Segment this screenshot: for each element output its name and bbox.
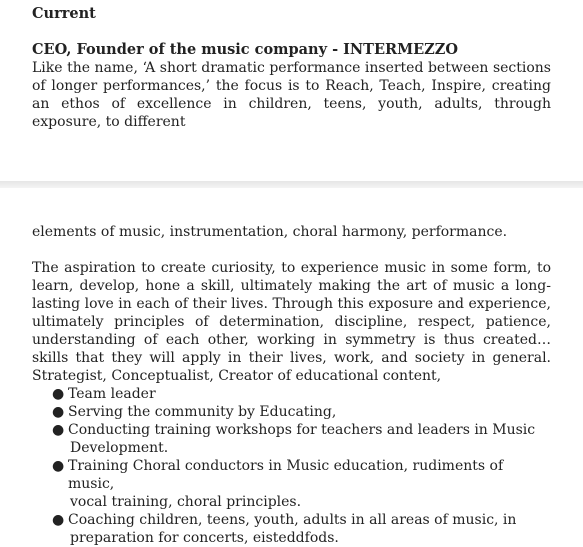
list-item-text: Serving the community by Educating,	[68, 404, 337, 420]
list-item	[32, 421, 551, 457]
list-item-text-continued: preparation for concerts, eisteddfods.	[70, 530, 339, 546]
list-item-text: Coaching children, teens, youth, adults in all areas of music, in	[68, 512, 517, 528]
bullet-icon: ●	[52, 386, 65, 402]
list-item-text-continued: vocal training, choral principles.	[70, 494, 302, 510]
list-item	[32, 385, 551, 403]
section-heading: Current	[32, 5, 96, 22]
bullet-icon: ●	[52, 422, 65, 438]
bullet-icon: ●	[52, 512, 65, 528]
list-item-text: Team leader	[68, 386, 156, 402]
current-section-bottom	[32, 223, 551, 547]
role-intro-paragraph: Like the name, ‘A short dramatic performance inserted between sections of longer performances,’ the focus is to Reach, Teach, Inspire, creating an ethos of excellence in children, teens, youth, adults, through exposure, to different	[32, 60, 551, 130]
role-title: CEO, Founder of the music company - INTERMEZZO	[32, 41, 458, 58]
role-continuation-paragraph: elements of music, instrumentation, choral harmony, performance.	[32, 224, 508, 240]
list-item	[32, 511, 551, 547]
list-item	[32, 403, 551, 421]
bullet-icon: ●	[52, 458, 65, 474]
list-item	[32, 457, 551, 511]
current-section-top	[32, 5, 551, 131]
page-divider	[0, 181, 583, 188]
responsibilities-list	[32, 385, 551, 547]
list-item-text: Conducting training workshops for teachers and leaders in Music	[68, 422, 536, 438]
list-item-text: Training Choral conductors in Music education, rudiments of music,	[68, 458, 504, 492]
list-item-text-continued: Development.	[70, 440, 169, 456]
bullet-icon: ●	[52, 404, 65, 420]
aspiration-paragraph: The aspiration to create curiosity, to experience music in some form, to learn, develop, hone a skill, ultimately making the art of music a long-lasting love in each of their lives. Through this exposure and experience, ultimately principles of determination, discipline, respect, patience, understanding of each other, working in symmetry is thus created…skills that they will apply in their lives, work, and society in general. Strategist, Conceptualist, Creator of educational content,	[32, 260, 551, 384]
